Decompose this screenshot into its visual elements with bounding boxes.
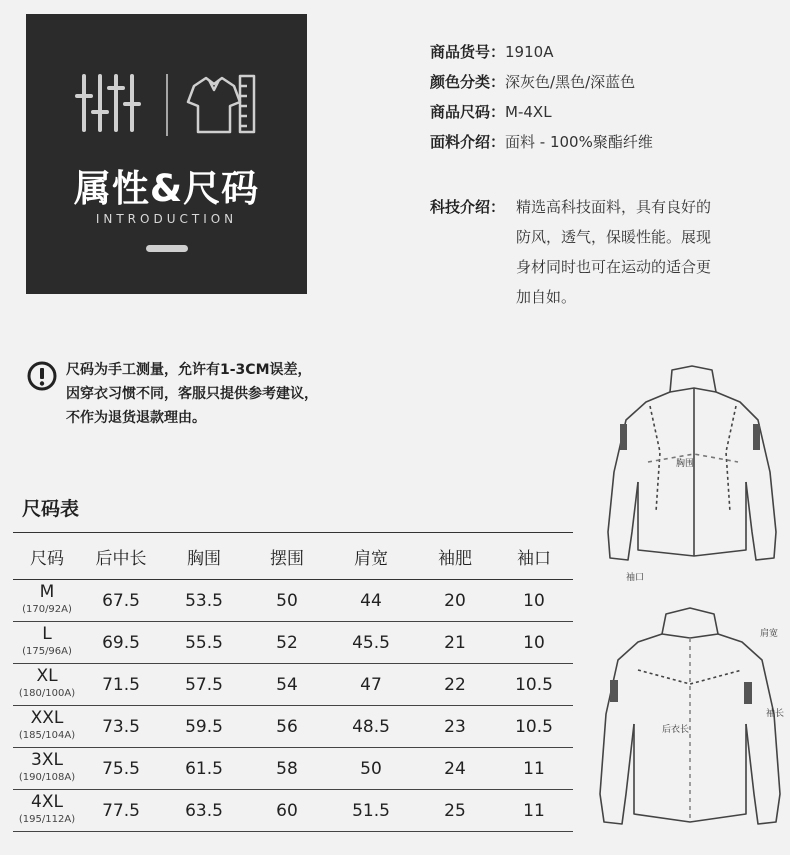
badge-subtitle: INTRODUCTION — [95, 212, 238, 226]
size-spec: (180/100A) — [18, 687, 76, 699]
size-cell — [13, 622, 81, 664]
table-cell: 10 — [495, 622, 573, 664]
table-cell: 21 — [415, 622, 495, 664]
table-cell: 22 — [415, 664, 495, 706]
table-row — [13, 622, 573, 664]
tech-line: 防风，透气，保暖性能。展现 — [516, 228, 712, 246]
table-cell: 11 — [495, 748, 573, 790]
spec-row — [430, 72, 635, 92]
header-back-length: 后中长 — [81, 533, 161, 580]
badge-icons — [26, 74, 307, 144]
table-cell: 67.5 — [81, 580, 161, 622]
table-cell: 63.5 — [161, 790, 247, 832]
table-cell: 10 — [495, 580, 573, 622]
table-cell: 69.5 — [81, 622, 161, 664]
size-cell — [13, 580, 81, 622]
size-cell — [13, 706, 81, 748]
spec-label: 颜色分类： — [430, 73, 506, 91]
table-cell: 55.5 — [161, 622, 247, 664]
table-cell: 23 — [415, 706, 495, 748]
table-cell: 24 — [415, 748, 495, 790]
table-cell: 52 — [247, 622, 327, 664]
size-cell — [13, 664, 81, 706]
chest-label: 胸围 — [676, 459, 695, 469]
size-name: M — [39, 581, 55, 602]
spec-value: 面料 - 100%聚酯纤维 — [505, 133, 653, 151]
tech-label: 科技介绍： — [430, 198, 506, 216]
table-cell: 58 — [247, 748, 327, 790]
notice-line: 因穿衣习惯不同，客服只提供参考建议， — [66, 386, 318, 402]
table-header-row — [13, 533, 573, 580]
table-cell: 47 — [327, 664, 415, 706]
table-row — [13, 748, 573, 790]
table-row — [13, 706, 573, 748]
table-cell: 60 — [247, 790, 327, 832]
table-cell: 61.5 — [161, 748, 247, 790]
spec-row — [430, 42, 553, 62]
tech-line: 精选高科技面料，具有良好的 — [516, 198, 712, 216]
table-cell: 10.5 — [495, 706, 573, 748]
table-cell: 11 — [495, 790, 573, 832]
shirt-ruler-icon — [188, 76, 254, 132]
tech-text — [516, 192, 748, 312]
size-name: 3XL — [31, 749, 63, 770]
spec-label: 商品尺码： — [430, 103, 506, 121]
spec-label: 面料介绍： — [430, 133, 506, 151]
header-sleeve-width: 袖肥 — [415, 533, 495, 580]
header-hem: 摆围 — [247, 533, 327, 580]
size-cell — [13, 748, 81, 790]
sleeve-label: 袖长 — [766, 709, 785, 719]
spec-value: 深灰色/黑色/深蓝色 — [505, 73, 636, 91]
spec-value: 1910A — [505, 43, 554, 61]
table-cell: 53.5 — [161, 580, 247, 622]
size-table-title: 尺码表 — [22, 498, 80, 520]
table-cell: 20 — [415, 580, 495, 622]
table-cell: 51.5 — [327, 790, 415, 832]
header-chest: 胸围 — [161, 533, 247, 580]
table-cell: 56 — [247, 706, 327, 748]
table-cell: 59.5 — [161, 706, 247, 748]
jacket-back-diagram — [594, 604, 788, 838]
tech-line: 身材同时也可在运动的适合更 — [516, 258, 712, 276]
size-spec: (175/96A) — [22, 645, 72, 657]
table-cell: 75.5 — [81, 748, 161, 790]
table-row — [13, 580, 573, 622]
notice-text — [66, 358, 396, 430]
size-name: XL — [36, 665, 58, 686]
badge-title: 属性&尺码 — [73, 167, 260, 210]
shoulder-label: 肩宽 — [760, 629, 779, 639]
table-cell: 10.5 — [495, 664, 573, 706]
sliders-icon — [77, 76, 139, 130]
size-spec: (190/108A) — [18, 771, 76, 783]
size-name: 4XL — [31, 791, 63, 812]
table-cell: 57.5 — [161, 664, 247, 706]
size-name: XXL — [30, 707, 64, 728]
cuff-label: 袖口 — [626, 573, 645, 583]
table-cell: 50 — [247, 580, 327, 622]
notice-line: 不作为退货退款理由。 — [66, 410, 206, 426]
size-spec: (185/104A) — [18, 729, 76, 741]
size-spec: (195/112A) — [18, 813, 76, 825]
jacket-front-diagram — [598, 362, 784, 584]
header-size: 尺码 — [13, 533, 81, 580]
table-row — [13, 664, 573, 706]
attribute-size-badge — [26, 14, 307, 294]
badge-bar — [146, 245, 188, 252]
spec-row — [430, 102, 552, 122]
table-cell: 25 — [415, 790, 495, 832]
size-name: L — [42, 623, 52, 644]
size-table — [13, 532, 573, 832]
table-cell: 77.5 — [81, 790, 161, 832]
spec-value: M-4XL — [505, 103, 552, 121]
tech-line: 加自如。 — [516, 288, 577, 306]
size-cell — [13, 790, 81, 832]
table-cell: 50 — [327, 748, 415, 790]
table-cell: 44 — [327, 580, 415, 622]
warning-icon — [26, 360, 58, 392]
notice-line: 尺码为手工测量，允许有1-3CM误差， — [66, 362, 312, 378]
table-row — [13, 790, 573, 832]
spec-label: 商品货号： — [430, 43, 506, 61]
back-length-label: 后衣长 — [662, 725, 690, 735]
table-cell: 48.5 — [327, 706, 415, 748]
header-shoulder: 肩宽 — [327, 533, 415, 580]
table-cell: 71.5 — [81, 664, 161, 706]
table-cell: 73.5 — [81, 706, 161, 748]
table-cell: 45.5 — [327, 622, 415, 664]
header-cuff: 袖口 — [495, 533, 573, 580]
size-spec: (170/92A) — [22, 603, 72, 615]
spec-row — [430, 132, 653, 152]
table-cell: 54 — [247, 664, 327, 706]
